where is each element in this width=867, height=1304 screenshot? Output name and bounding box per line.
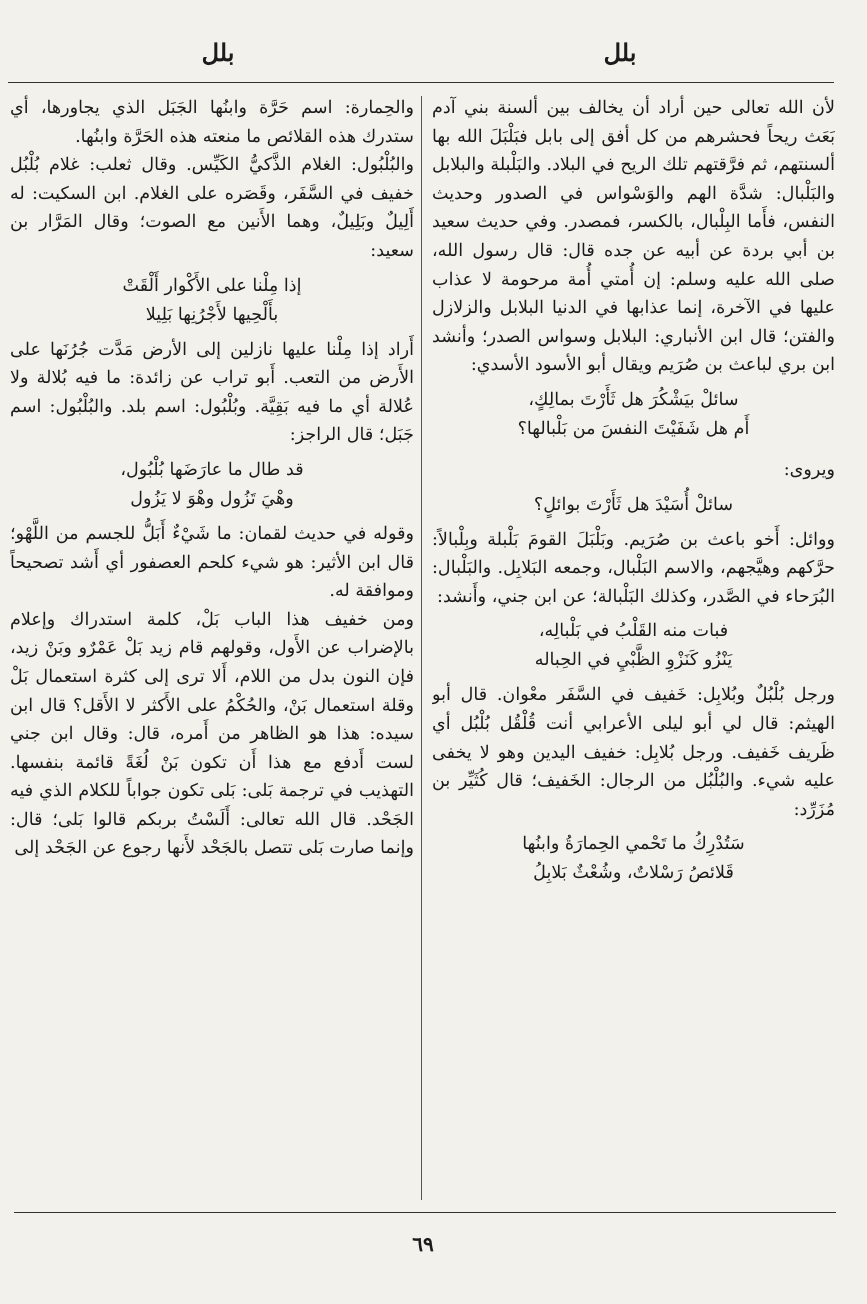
paragraph: أَراد إذا مِلْنا عليها نازلين إلى الأرض مَدَّت جُرُنَها على الأَرض من التعب. أَبو تراب عن زائدة: ما فيه بُلالة ولا عُلالة أي ما فيه بَقِيَّة. وبُلْبُول: اسم بلد. والبُلْبُول: اسم جَبَل؛ قال الراجز: — [10, 339, 414, 446]
verse — [10, 272, 414, 330]
left-column — [10, 94, 414, 1204]
paragraph: وقوله في حديث لقمان: ما شَيْءٌ أَبَلُّ للجسم من اللَّهْو؛ قال ابن الأثير: هو شيء كلحم العصفور أي أَشد تصحيحاً وموافقة له. — [10, 523, 414, 602]
verse-hemistich: قد طال ما عارَضَها بُلْبُول، — [120, 459, 304, 480]
verse-hemistich: وهْيَ تَزُول وهْوَ لا يَزُول — [130, 488, 294, 509]
header-rule — [8, 82, 834, 83]
verse-hemistich: إذا مِلْنا على الأَكْوار أَلْقَتْ — [122, 275, 302, 296]
verse — [432, 491, 835, 520]
verse-hemistich: سائلْ بيَشْكُرَ هل ثَأَرْتَ بمالِكٍ، — [528, 389, 739, 410]
paragraph: والبُلْبُول: الغلام الذَّكيُّ الكَيِّس. وقال ثعلب: غلام بُلْبُل خفيف في السَّفَر، وقَصَره على الغلام. ابن السكيت: له أَلِيلٌ وبَلِيلٌ، وهما الأَنين مع الصوت؛ وقال المَرَّار بن سعيد: — [10, 155, 414, 261]
verse — [432, 617, 835, 675]
right-column — [432, 94, 835, 1204]
column-divider — [421, 96, 422, 1200]
verse — [432, 830, 835, 888]
variant-label: ويروى: — [783, 459, 835, 480]
verse — [10, 456, 414, 514]
verse-hemistich: فبات منه القَلْبُ في بَلْبالِه، — [538, 621, 729, 642]
verse-hemistich: سائلْ أُسَيْدَ هل ثَأَرْتَ بوائلٍ؟ — [533, 494, 734, 515]
page-number: ٦٩ — [412, 1232, 434, 1256]
paragraph: ومن خفيف هذا الباب بَلْ، كلمة استدراك وإعلام بالإضراب عن الأَول، وقولهم قام زيد بَلْ عَمْرٌو وبَنْ زيد، فإن النون بدل من اللام، أَلا ترى إلى كثرة استعمال بَلْ وقلة استعمال بَنْ، والحُكْمُ على الأَكثر لا الأَقل؟ قال ابن سيده: هذا هو الظاهر من أَمره، قال: وقال ابن جني لست أَدفع مع هذا أَن تكون بَنْ لُغَةً قائمة بنفسها. التهذيب في ترجمة بَلى: بَلى تكون جواباً للكلام الذي فيه الجَحْد. قال الله تعالى: أَلَسْتُ بربكم قالوا بَلى؛ قال: وإنما صارت بَلى تتصل بالجَحْد لأَنها رجوع عن الجَحْد إلى — [10, 609, 414, 859]
verse-hemistich: بأَلْحِيها لأَجْرُنِها بَلِيلا — [145, 304, 279, 325]
paragraph: لأن الله تعالى حين أراد أن يخالف بين ألسنة بني آدم بَعَث ريحاً فحشرهم من كل أفق إلى بابل فبَلْبَلَ الله بها ألسنتهم، ثم فرَّقتهم تلك الريح في البلاد. والبَلْبلة والبلابل والبَلْبال: شدَّة الهم والوَسْواس في الصدور وحديث النفس، فأَما البِلْبال، بالكسر، فمصدر. وفي حديث سعيد بن أبي بردة عن أبيه عن جده قال: قال رسول الله، صلى الله عليه وسلم: إن أُمتي أُمة مرحومة لا عذاب عليها في الآخرة، إنما عذابها في الدنيا البلابل والزلازل والفتن؛ قال ابن الأنباري: البلابل وسواس الصدر؛ وأنشد ابن بري لباعث بن صُرَيم ويقال أبو الأسود الأسدي: — [432, 98, 835, 376]
header-right-word: بلل — [603, 38, 637, 67]
header-left-word: بلل — [201, 38, 235, 67]
footer-rule — [14, 1212, 836, 1213]
verse — [432, 386, 835, 444]
paragraph: ووائل: أَخو باعث بن صُرَيم. وبَلْبَلَ القومَ بَلْبلة وبِلْبالاً: حرَّكهم وهيَّجهم، والاسم البَلْبال، وجمعه البَلابِل. والبَلْبال: البُرَحاء في الصَّدر، وكذلك البَلْبالة؛ عن ابن جني، وأَنشد: — [432, 529, 835, 607]
verse-hemistich: أَم هل شَفَيْتَ النفسَ من بَلْبالها؟ — [517, 418, 750, 439]
verse-hemistich: سَتُدْرِكُ ما تَحْمي الحِمارَةُ وابنُها — [522, 834, 745, 855]
verse-hemistich: يَنْزُو كَنَزْوِ الظَّبْيِ في الحِباله — [534, 650, 733, 671]
paragraph: والحِمارة: اسم حَرَّة وابنُها الجَبَل الذي يجاورها، أي ستدرك هذه القلائص ما منعته هذه الحَرَّة وابنُها. — [10, 98, 414, 147]
verse-hemistich: قَلائصُ رَسْلاتٌ، وشُعْثٌ بَلابِلُ — [533, 863, 734, 884]
paragraph: ورجل بُلْبُلٌ وبُلابِل: خَفيف في السَّفَر معْوان. قال أبو الهيثم: قال لي أبو ليلى الأعرابي أنت قُلْقُل بُلْبُل أي ظَريف خَفيف. ورجل بُلابِل: خفيف اليدين وهو لا يخفى عليه شيء. والبُلْبُل من الرجال: الخَفيف؛ قال كُثَيِّر بن مُزَرِّد: — [432, 685, 835, 820]
